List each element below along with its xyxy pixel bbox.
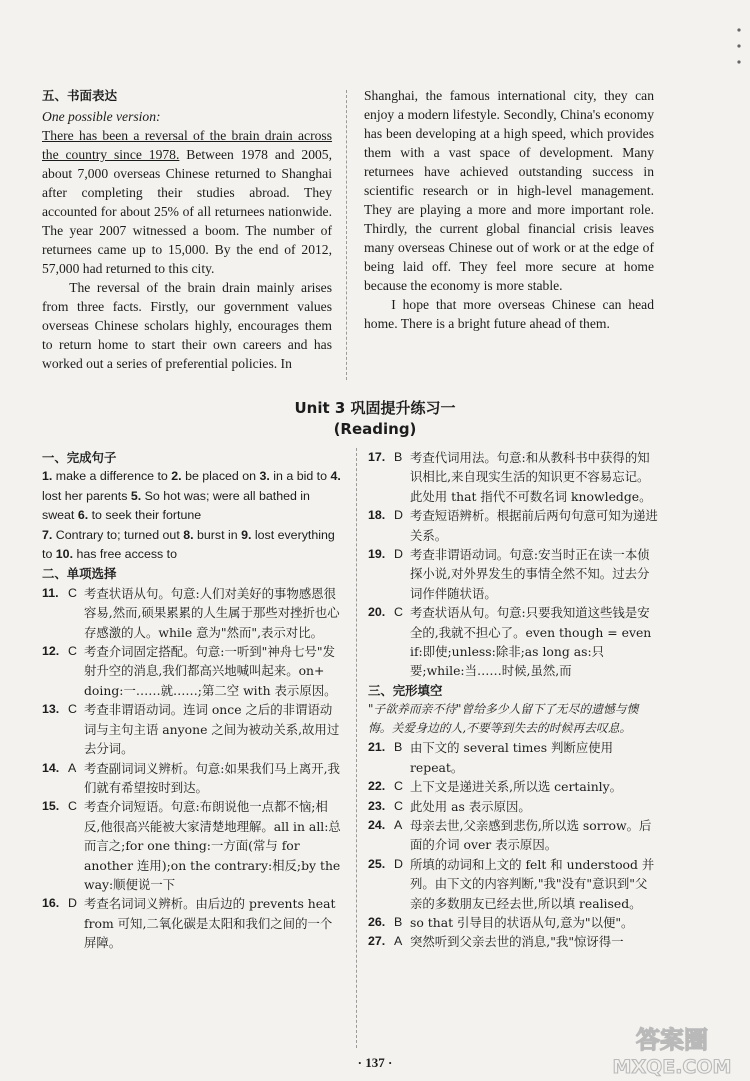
essay-paragraph-1 bbox=[42, 126, 332, 278]
mc-answer-item bbox=[42, 759, 342, 798]
section-1-heading: 一、完成句子 bbox=[42, 450, 117, 465]
unit-title: Unit 3 巩固提升练习一 bbox=[294, 399, 456, 417]
answer-text: So hot was; were all bathed in sweat bbox=[42, 488, 310, 523]
answer-key: C bbox=[68, 585, 77, 600]
answer-key: A bbox=[68, 760, 77, 775]
answer-key: B bbox=[394, 740, 403, 755]
explanation-text: 上下文是递进关系,所以选 certainly。 bbox=[410, 779, 623, 795]
question-number: 13. bbox=[42, 702, 60, 717]
cloze-answers bbox=[368, 738, 658, 951]
cloze-answer-item bbox=[368, 797, 658, 816]
essay-paragraph-3: I hope that more overseas Chinese can head home. There is a bright future ahead of them. bbox=[364, 297, 654, 331]
question-number: 25. bbox=[368, 856, 386, 871]
answer-number: 10. bbox=[55, 547, 74, 562]
question-number: 24. bbox=[368, 817, 386, 832]
cloze-answer-item bbox=[368, 816, 658, 855]
watermark-top-text: 答案圈 bbox=[636, 1026, 708, 1054]
answer-number: 1. bbox=[42, 469, 53, 484]
answer-key: C bbox=[68, 702, 77, 717]
essay-left-column bbox=[42, 86, 332, 373]
column-divider-top bbox=[346, 90, 347, 380]
answer-number: 9. bbox=[241, 527, 252, 542]
answer-text: be placed on bbox=[181, 469, 260, 484]
explanation-text: 考查状语从句。句意:只要我知道这些钱是安全的,我就不担心了。even though = even if:即使;unless:除非;as long as:只要;while:当……时候,虽然,而 bbox=[410, 605, 652, 679]
mc-answer-item bbox=[42, 700, 342, 758]
cloze-answer-item bbox=[368, 855, 658, 913]
watermark-logo bbox=[598, 1020, 746, 1078]
multiple-choice-answers-left bbox=[42, 584, 342, 953]
answers-right-column bbox=[368, 448, 658, 952]
question-number: 18. bbox=[368, 508, 386, 523]
explanation-text: so that 引导目的状语从句,意为"以便"。 bbox=[410, 914, 634, 930]
mc-answer-item bbox=[368, 603, 658, 681]
answer-key: C bbox=[68, 799, 77, 814]
answers-left-column bbox=[42, 448, 342, 953]
answer-key: B bbox=[394, 450, 403, 464]
cloze-intro-quote: "子欲养而亲不待"曾给多少人留下了无尽的遗憾与懊悔。关爱身边的人,不要等到失去的时候再去叹息。 bbox=[368, 702, 639, 736]
essay-heading: 五、书面表达 bbox=[42, 88, 118, 103]
essay-paragraph-2: The reversal of the brain drain mainly arises from three facts. Firstly, our government values overseas Chinese scholars highly, encourages them to return home to start their own careers and has worked out a series of preferential policies. In bbox=[42, 280, 332, 371]
explanation-text: 考查介词短语。句意:布朗说他一点都不恼;相反,他很高兴能被大家清楚地理解。all in all:总而言之;for one thing:一方面(常与 for another 连用);on the contrary:相反;by the way:顺便说一下 bbox=[84, 799, 341, 892]
answer-text: make a difference to bbox=[52, 469, 172, 484]
page-edge-dots bbox=[734, 18, 744, 78]
column-divider-bottom bbox=[356, 448, 357, 1048]
question-number: 20. bbox=[368, 605, 386, 620]
explanation-text: 考查非谓语动词。句意:安当时正在读一本侦探小说,对外界发生的事情全然不知。过去分词作伴随状语。 bbox=[410, 547, 650, 601]
mc-answer-item bbox=[42, 584, 342, 642]
question-number: 27. bbox=[368, 934, 386, 949]
question-number: 16. bbox=[42, 896, 60, 911]
answer-key: B bbox=[394, 914, 403, 929]
answer-number: 2. bbox=[171, 469, 182, 484]
explanation-text: 此处用 as 表示原因。 bbox=[410, 798, 531, 814]
answer-number: 4. bbox=[330, 469, 341, 484]
answer-key: D bbox=[394, 856, 403, 871]
question-number: 11. bbox=[42, 585, 59, 600]
answer-key: C bbox=[394, 779, 403, 794]
cloze-answer-item bbox=[368, 777, 658, 796]
answer-text: Contrary to; turned out bbox=[52, 527, 184, 542]
answer-number: 5. bbox=[130, 488, 142, 503]
answer-key: C bbox=[394, 798, 403, 813]
sentence-completion-answers bbox=[42, 467, 342, 564]
mc-answer-item bbox=[42, 797, 342, 894]
answer-number: 3. bbox=[259, 469, 270, 484]
answer-text: lost her parents bbox=[42, 488, 131, 503]
explanation-text: 考查介词固定搭配。句意:一听到"神舟七号"发射升空的消息,我们都高兴地喊叫起来。on+ doing:一……就……;第二空 with 表示原因。 bbox=[84, 644, 337, 698]
unit-title-block bbox=[0, 398, 750, 440]
page-number: · 137 · bbox=[357, 1055, 393, 1070]
cloze-answer-item bbox=[368, 932, 658, 951]
section-2-heading: 二、单项选择 bbox=[42, 566, 117, 582]
answer-key: A bbox=[394, 817, 403, 832]
watermark-bottom-text: MXQE.COM bbox=[612, 1056, 732, 1078]
answer-number: 8. bbox=[183, 527, 194, 542]
question-number: 17. bbox=[368, 450, 386, 464]
multiple-choice-answers-right bbox=[368, 448, 658, 681]
explanation-text: 所填的动词和上文的 felt 和 understood 并列。由下文的内容判断,"我"没有"意识到"父亲的多数朋友已经去世,所以填 realised。 bbox=[410, 856, 655, 911]
question-number: 23. bbox=[368, 798, 386, 813]
question-number: 21. bbox=[368, 740, 386, 755]
answer-text: lost everything to bbox=[42, 527, 335, 562]
question-number: 14. bbox=[42, 760, 60, 775]
mc-answer-item bbox=[368, 448, 658, 506]
answer-number: 6. bbox=[77, 508, 89, 523]
unit-subtitle: (Reading) bbox=[333, 420, 417, 438]
answer-text: to seek their fortune bbox=[88, 508, 202, 523]
explanation-text: 考查状语从句。句意:人们对美好的事物感恩很容易,然而,硕果累累的人生属于那些对挫折也心存感激的人。while 意为"然而",表示对比。 bbox=[84, 585, 340, 640]
essay-paragraph-1-rest: Between 1978 and 2005, about 7,000 overseas Chinese returned to Shanghai after completing their studies abroad. They accounted for about 25% of all returnees nationwide. The year 2007 witnessed a boom. The number of returnees came up to 15,000. By the end of 2012, 57,000 had returned to this city. bbox=[42, 147, 332, 276]
question-number: 22. bbox=[368, 779, 386, 794]
cloze-answer-item bbox=[368, 913, 658, 932]
answer-text: in a bid to bbox=[269, 469, 331, 484]
answer-text: has free access to bbox=[73, 547, 178, 562]
explanation-text: 突然听到父亲去世的消息,"我"惊讶得一 bbox=[410, 934, 624, 950]
essay-paragraph-2-continued: Shanghai, the famous international city, they can enjoy a modern lifestyle. Secondly, China's economy has been developing at a high speed, which provides them with a vast space of development. Many returnees have achieved outstanding success in scientific research or in high-level management. They are playing a more and more important role. Thirdly, the current global financial crisis leaves many overseas Chinese out of work or at the edge of being laid off. They feel more secure at home because the economy is more stable. bbox=[364, 88, 654, 293]
answer-key: A bbox=[394, 934, 403, 949]
explanation-text: 考查名词词义辨析。由后边的 prevents heat from 可知,二氧化碳是太阳和我们之间的一个屏障。 bbox=[84, 896, 336, 951]
explanation-text: 考查短语辨析。根据前后两句句意可知为递进关系。 bbox=[410, 508, 658, 543]
explanation-text: 考查副词词义辨析。句意:如果我们马上离开,我们就有希望按时到达。 bbox=[84, 760, 340, 795]
mc-answer-item bbox=[368, 506, 658, 545]
question-number: 12. bbox=[42, 644, 60, 659]
essay-topic-sentence: There has been a reversal of the brain drain across the country since 1978. bbox=[42, 128, 332, 162]
mc-answer-item bbox=[42, 894, 342, 952]
mc-answer-item bbox=[42, 642, 342, 700]
question-number: 15. bbox=[42, 799, 60, 814]
explanation-text: 母亲去世,父亲感到悲伤,所以选 sorrow。后面的介词 over 表示原因。 bbox=[410, 817, 652, 853]
explanation-text: 考查代词用法。句意:和从教科书中获得的知识相比,来自现实生活的知识更不容易忘记。此处用 that 指代不可数名词 knowledge。 bbox=[410, 450, 652, 504]
question-number: 19. bbox=[368, 547, 386, 562]
cloze-answer-item bbox=[368, 738, 658, 777]
answer-key: D bbox=[394, 508, 403, 523]
answer-key: C bbox=[394, 605, 403, 620]
explanation-text: 由下文的 several times 判断应使用 repeat。 bbox=[410, 740, 614, 775]
answer-number: 7. bbox=[42, 527, 53, 542]
version-label: One possible version: bbox=[42, 109, 161, 124]
mc-answer-item bbox=[368, 545, 658, 603]
answer-key: C bbox=[68, 644, 77, 659]
answer-text: burst in bbox=[193, 527, 242, 542]
essay-right-column bbox=[364, 86, 654, 333]
question-number: 26. bbox=[368, 914, 386, 929]
section-3-heading: 三、完形填空 bbox=[368, 682, 443, 698]
answer-key: D bbox=[394, 547, 403, 562]
explanation-text: 考查非谓语动词。连词 once 之后的非谓语动词与主句主语 anyone 之间为被动关系,故用过去分词。 bbox=[84, 702, 340, 757]
answer-key: D bbox=[68, 896, 77, 911]
